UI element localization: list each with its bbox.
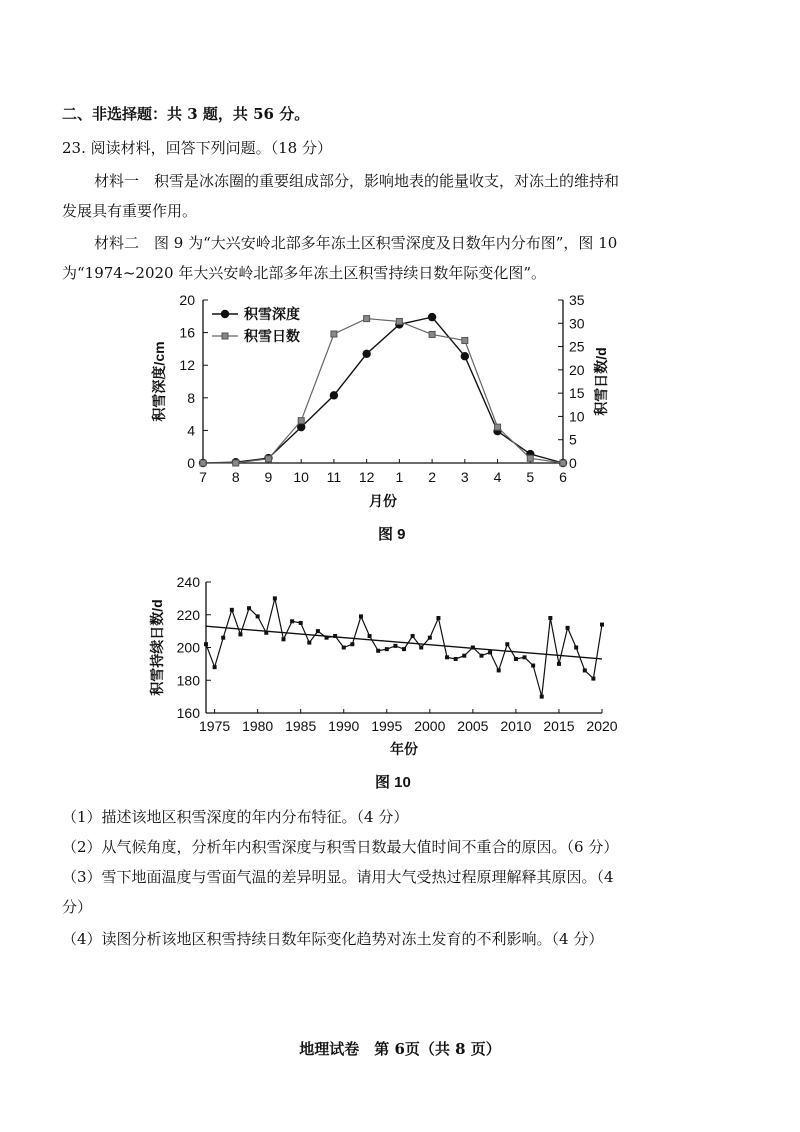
x-tick-label: 4: [493, 469, 502, 485]
trend-line: [206, 626, 602, 659]
snow-days-point: [265, 456, 271, 462]
snow-days-point: [200, 460, 206, 466]
snow-duration-point: [583, 668, 587, 672]
right-tick-label: 0: [569, 455, 577, 471]
legend-depth-label: 积雪深度: [244, 306, 300, 322]
snow-duration-point: [402, 647, 406, 651]
sub-question-2: （2）从气候角度，分析年内积雪深度与积雪日数最大值时间不重合的原因。（6 分）: [62, 838, 619, 856]
question-header: 23. 阅读材料，回答下列问题。（18 分）: [62, 139, 332, 157]
snow-duration-point: [591, 677, 595, 681]
snow-days-point: [233, 460, 239, 466]
snow-duration-point: [548, 616, 552, 620]
x-tick-label: 2005: [457, 718, 489, 734]
x-tick-label: 10: [293, 469, 309, 485]
right-tick-label: 10: [569, 408, 585, 425]
snow-duration-point: [411, 634, 415, 638]
snow-duration-point: [299, 621, 303, 625]
snow-duration-point: [557, 662, 561, 666]
material1-line1: 材料一 积雪是冰冻圈的重要组成部分，影响地表的能量收支，对冻土的维持和: [94, 172, 620, 190]
snow-duration-point: [281, 637, 285, 641]
x-tick-label: 1985: [285, 718, 317, 734]
section-heading: 二、非选择题：共 3 题，共 56 分。: [62, 105, 310, 123]
right-axis-title: 积雪日数/d: [593, 347, 609, 416]
snow-duration-point: [462, 654, 466, 658]
snow-duration-point: [454, 657, 458, 661]
snow-duration-point: [221, 636, 225, 640]
x-tick-label: 3: [460, 469, 469, 485]
material1-line2: 发展具有重要作用。: [62, 202, 198, 220]
snow-duration-point: [256, 614, 260, 618]
left-axis-title: 积雪深度/cm: [151, 341, 167, 422]
legend-depth-marker: [221, 310, 229, 318]
left-tick-label: 16: [179, 324, 195, 341]
snow-duration-point: [359, 614, 363, 618]
x-tick-label: 7: [199, 469, 207, 485]
right-tick-label: 30: [569, 315, 585, 332]
snow-duration-point: [290, 619, 294, 623]
right-tick-label: 35: [569, 292, 585, 308]
snow-duration-point: [393, 644, 397, 648]
legend-days-marker: [222, 333, 228, 339]
left-tick-label: 4: [187, 422, 195, 439]
y-tick-label: 200: [176, 639, 200, 656]
snow-days-point: [495, 424, 501, 430]
snow-duration-point: [428, 636, 432, 640]
sub-question-3-line2: 分）: [62, 898, 93, 916]
material2-line1: 材料二 图 9 为“大兴安岭北部多年冻土区积雪深度及日数年内分布图”，图 10: [94, 234, 618, 252]
snow-duration-point: [307, 641, 311, 645]
snow-duration-point: [316, 629, 320, 633]
snow-duration-point: [574, 646, 578, 650]
x-tick-label: 2020: [586, 718, 618, 734]
x-tick-label: 12: [358, 469, 375, 485]
figure9-caption: 图 9: [378, 526, 406, 543]
right-tick-label: 5: [569, 431, 577, 448]
x-tick-label: 1: [395, 469, 404, 485]
snow-duration-point: [350, 642, 354, 646]
y-tick-label: 180: [176, 672, 200, 689]
snow-duration-point: [505, 642, 509, 646]
snow-depth-point: [428, 313, 436, 321]
y-tick-label: 220: [176, 606, 200, 623]
right-tick-label: 25: [569, 338, 585, 355]
figure10-caption: 图 10: [375, 774, 411, 791]
snow-duration-point: [230, 608, 234, 612]
snow-duration-point: [238, 632, 242, 636]
snow-duration-point: [566, 626, 570, 630]
snow-days-point: [364, 316, 370, 322]
snow-duration-point: [436, 616, 440, 620]
x-tick-label: 2010: [500, 718, 532, 734]
snow-days-point: [298, 418, 304, 424]
left-tick-label: 8: [187, 389, 195, 406]
x-tick-label: 9: [264, 469, 273, 485]
y-tick-label: 240: [176, 574, 200, 590]
x-tick-label: 1975: [199, 718, 231, 734]
snow-duration-point: [419, 646, 423, 650]
snow-duration-point: [479, 654, 483, 658]
left-tick-label: 20: [179, 292, 195, 308]
snow-duration-point: [523, 655, 527, 659]
snow-depth-point: [461, 352, 469, 360]
snow-depth-point: [362, 350, 370, 358]
snow-duration-point: [342, 646, 346, 650]
snow-days-point: [462, 338, 468, 344]
x-tick-label: 1990: [328, 718, 360, 734]
x-tick-label: 2: [428, 469, 436, 485]
snow-duration-point: [445, 655, 449, 659]
snow-duration-point: [273, 596, 277, 600]
figure9-chart: [140, 288, 630, 514]
page-footer: 地理试卷 第 6页（共 8 页）: [299, 1040, 501, 1058]
snow-duration-point: [540, 695, 544, 699]
right-tick-label: 15: [569, 385, 585, 402]
x-tick-label: 5: [526, 469, 535, 485]
snow-days-point: [396, 318, 402, 324]
snow-days-point: [429, 331, 435, 337]
x-axis-title: 月份: [369, 493, 397, 509]
x-tick-label: 11: [326, 469, 342, 485]
legend-days-label: 积雪日数: [244, 328, 300, 344]
material2-line2: 为“1974~2020 年大兴安岭北部多年冻土区积雪持续日数年际变化图”。: [62, 264, 547, 282]
left-tick-label: 12: [179, 357, 195, 374]
x-tick-label: 2015: [543, 718, 575, 734]
snow-duration-point: [247, 606, 251, 610]
sub-question-4: （4）读图分析该地区积雪持续日数年际变化趋势对冻土发育的不利影响。（4 分）: [62, 930, 604, 948]
snow-days-point: [560, 460, 566, 466]
sub-question-3-line1: （3）雪下地面温度与雪面气温的差异明显。请用大气受热过程原理解释其原因。（4: [62, 868, 614, 886]
snow-duration-point: [213, 665, 217, 669]
snow-duration-point: [376, 649, 380, 653]
snow-duration-point: [204, 642, 208, 646]
snow-duration-point: [600, 623, 604, 627]
right-tick-label: 20: [569, 361, 585, 378]
x-tick-label: 2000: [414, 718, 446, 734]
x-tick-label: 8: [231, 469, 240, 485]
snow-duration-point: [368, 634, 372, 638]
snow-days-point: [331, 331, 337, 337]
y-axis-title: 积雪持续日数/d: [149, 599, 165, 696]
snow-duration-point: [385, 647, 389, 651]
snow-duration-point: [488, 650, 492, 654]
snow-duration-point: [514, 657, 518, 661]
x-tick-label: 6: [559, 469, 567, 485]
snow-depth-point: [330, 391, 338, 399]
left-tick-label: 0: [187, 455, 195, 471]
x-tick-label: 1995: [371, 718, 403, 734]
snow-duration-point: [531, 664, 535, 668]
figure10-chart: [140, 570, 630, 768]
snow-duration-point: [497, 668, 501, 672]
x-tick-label: 1980: [242, 718, 274, 734]
y-tick-label: 160: [176, 705, 200, 721]
x-axis-title: 年份: [390, 741, 418, 757]
snow-days-point: [527, 455, 533, 461]
sub-question-1: （1）描述该地区积雪深度的年内分布特征。（4 分）: [62, 808, 409, 826]
